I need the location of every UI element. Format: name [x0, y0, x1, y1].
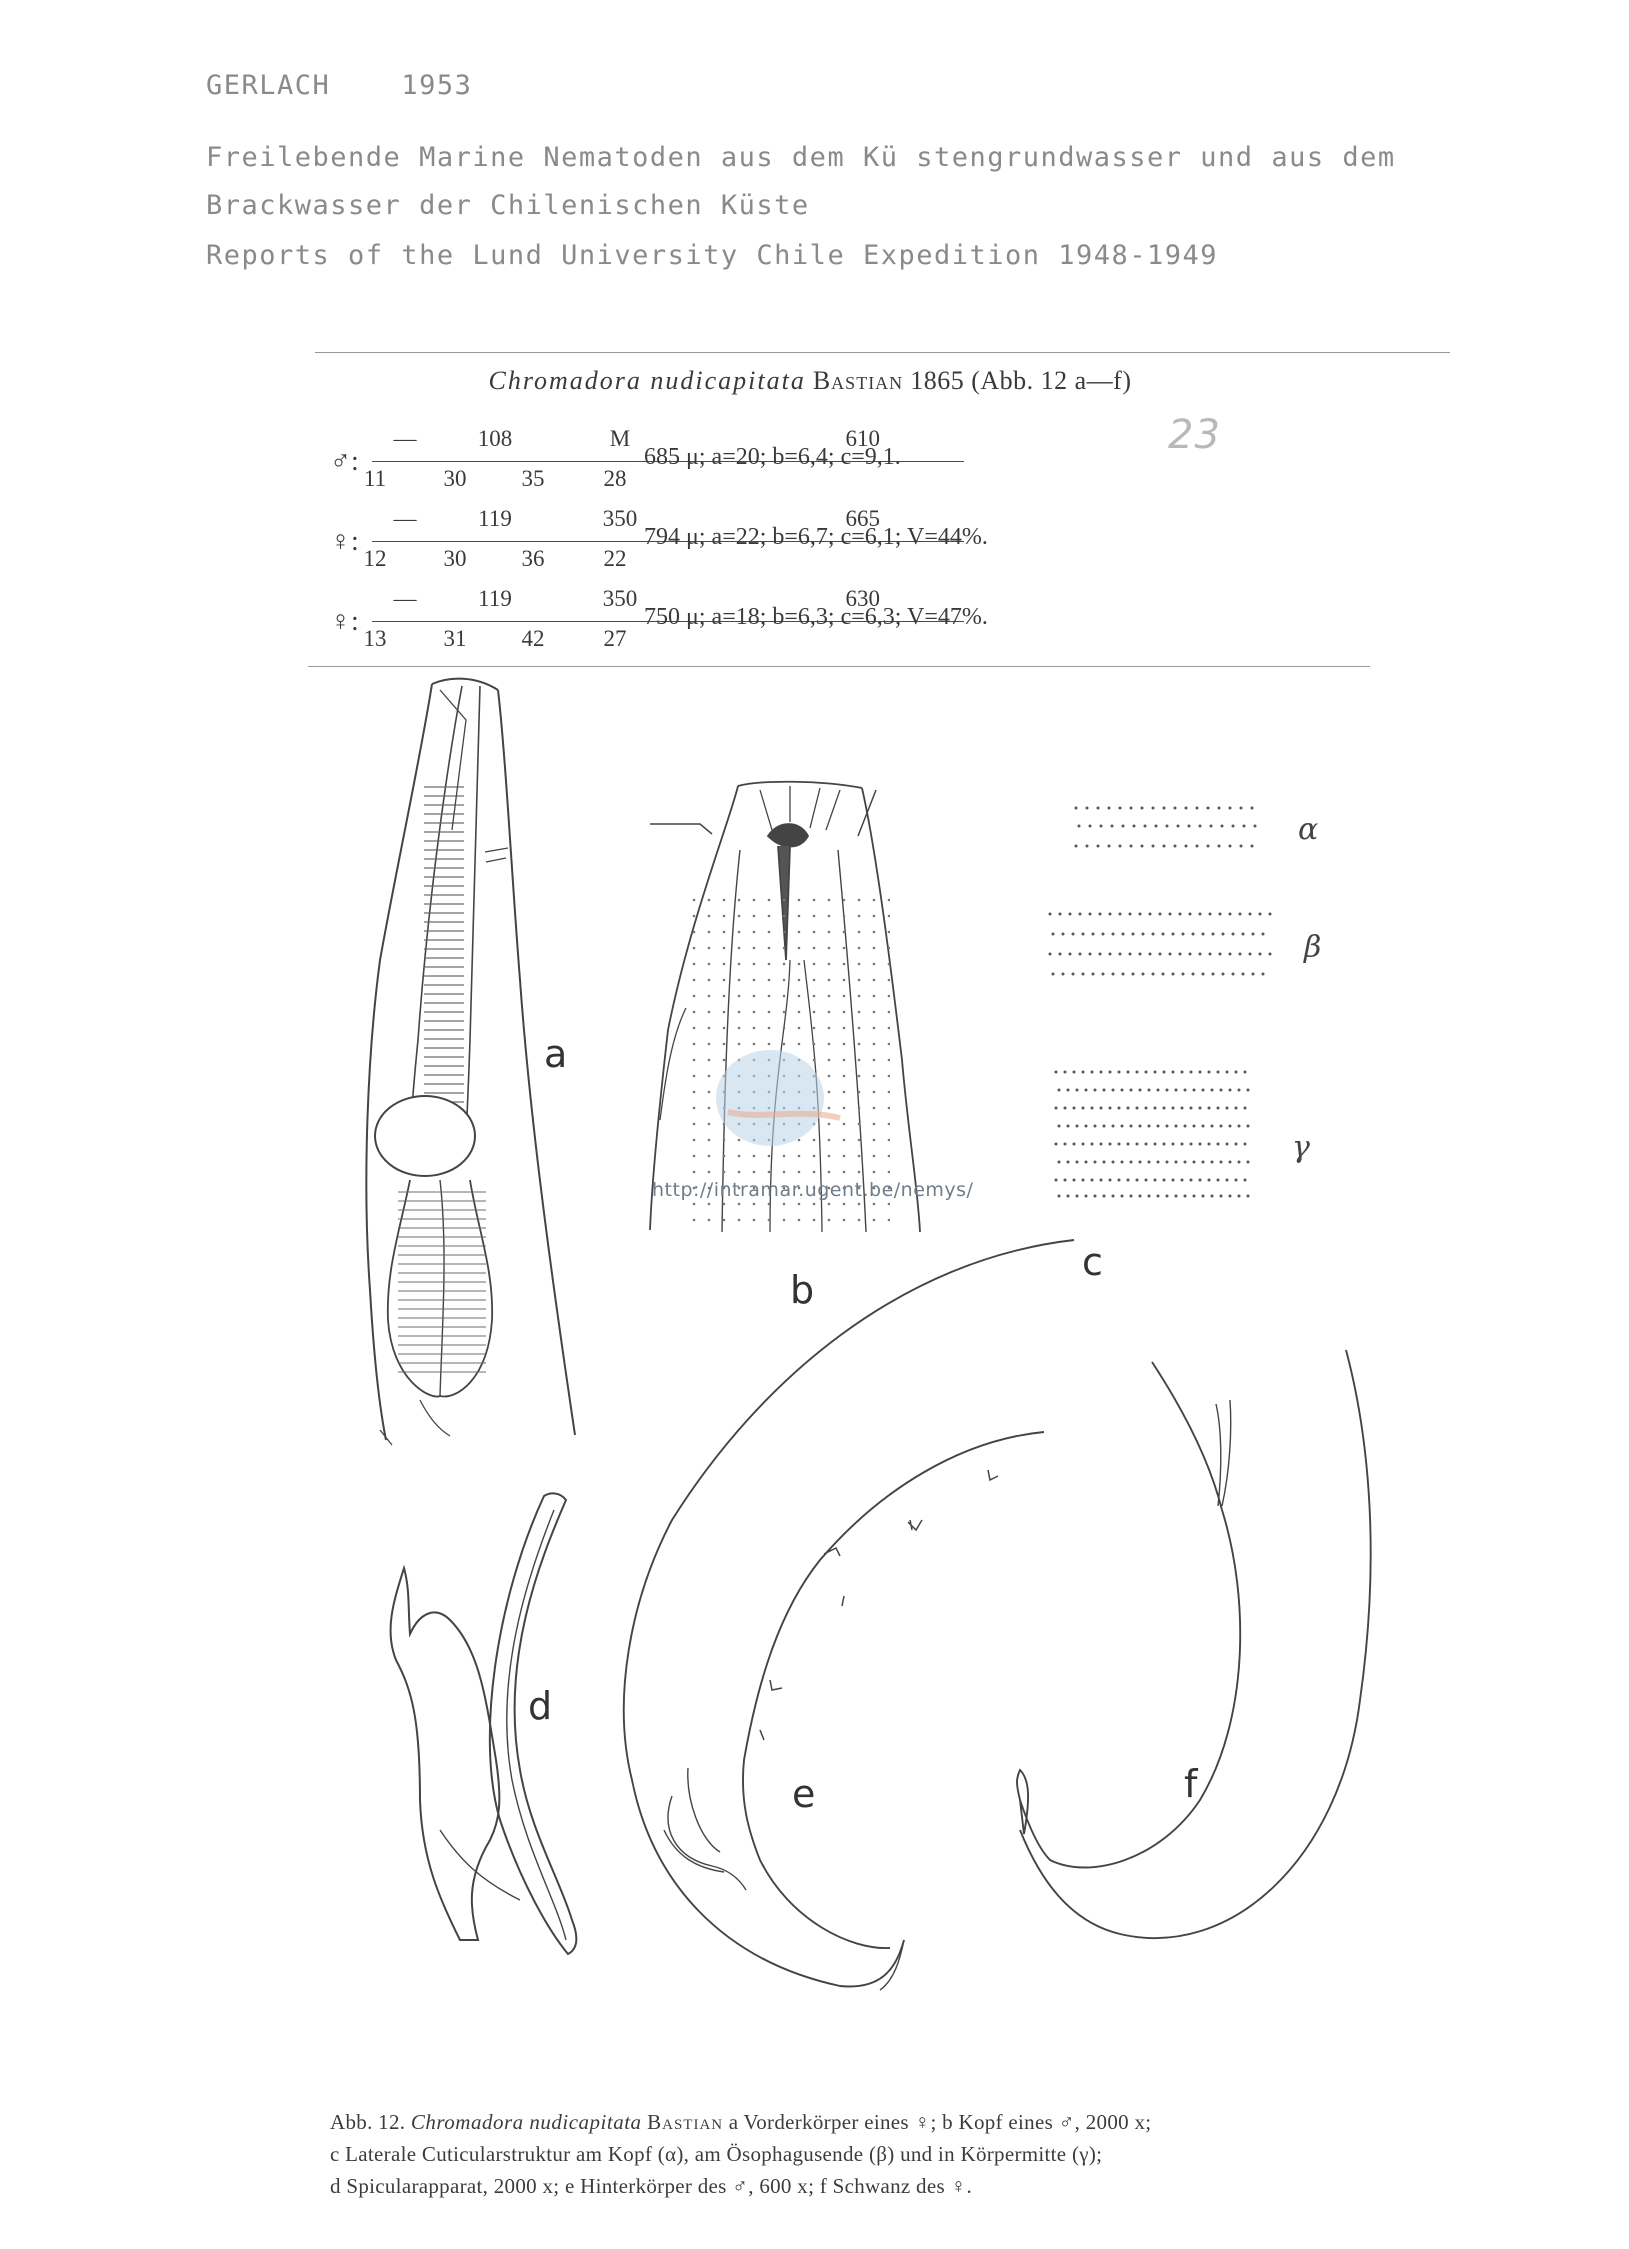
cuticle-label-gamma: γ	[1292, 1130, 1310, 1165]
header-year: 1953	[401, 70, 473, 101]
row-top-value: 350	[602, 506, 638, 531]
table-figure-ref: (Abb. 12 a—f)	[971, 366, 1132, 395]
row-bottom-value: 28	[603, 466, 627, 491]
row-bottom-value: 22	[603, 546, 627, 571]
row-top-value: 630	[845, 586, 880, 611]
row-top-value: 610	[845, 426, 880, 451]
header-title-line1: Freilebende Marine Nematoden aus dem Kü stengrundwasser und aus dem	[206, 142, 1396, 173]
caption-authority: Bastian	[647, 2110, 724, 2134]
row-bottom-value: 12	[363, 546, 387, 571]
row-top-value: 119	[478, 586, 512, 611]
row-top-value: 350	[602, 586, 638, 611]
figure-f-tail	[1017, 1350, 1371, 1938]
row-sex: ♀:	[330, 526, 359, 557]
row-bottom-value: 31	[443, 626, 467, 651]
row-bottom-value: 30	[443, 546, 467, 571]
cuticle-label-beta: β	[1304, 930, 1322, 965]
header-author: GERLACH	[206, 70, 331, 101]
caption-lead: Abb. 12.	[330, 2110, 406, 2134]
row-bottom-value: 36	[521, 546, 545, 571]
header-series: Reports of the Lund University Chile Expedition 1948-1949	[206, 240, 1219, 271]
row-bottom-value: 27	[603, 626, 627, 651]
figure-e-posterior-body	[624, 1240, 1074, 1990]
row-top-value: M	[609, 426, 631, 451]
watermark: http://intramar.ugent.be/nemys/	[652, 1179, 974, 1201]
row-bottom-value: 42	[521, 626, 545, 651]
header-title-line2: Brackwasser der Chilenischen Küste	[206, 190, 810, 221]
row-bottom-value: 35	[521, 466, 545, 491]
row-top-value: —	[393, 426, 417, 451]
caption-line1-rest: a Vorderkörper eines ♀; b Kopf eines ♂, 2000 x;	[728, 2110, 1152, 2134]
figure-label-f: f	[1184, 1762, 1198, 1806]
caption-species: Chromadora nudicapitata	[410, 2110, 642, 2134]
row-bottom-value: 11	[363, 466, 387, 491]
table-authority: Bastian	[812, 366, 904, 395]
page-number: 23	[1168, 412, 1221, 458]
figure-label-e: e	[792, 1772, 816, 1816]
figure-c-cuticle-structure	[1049, 807, 1272, 1198]
row-sex: ♂:	[330, 446, 359, 477]
figure-b-head	[650, 782, 920, 1232]
row-bottom-value: 30	[443, 466, 467, 491]
figure-label-d: d	[528, 1684, 553, 1728]
row-summary: 685 μ; a=20; b=6,4; c=9,1.	[644, 444, 901, 470]
row-top-value: 119	[478, 506, 512, 531]
row-top-value: 108	[477, 426, 513, 451]
row-sex: ♀:	[330, 606, 359, 637]
table-species: Chromadora nudicapitata	[488, 366, 806, 395]
figure-label-a: a	[544, 1032, 568, 1076]
caption-line2: c Laterale Cuticularstruktur am Kopf (α), am Ösophagusende (β) und in Körpermitte (γ);	[330, 2142, 1103, 2166]
caption-line1	[330, 2106, 1410, 2138]
caption-line3: d Spicularapparat, 2000 x; e Hinterkörper des ♂, 600 x; f Schwanz des ♀.	[330, 2174, 973, 2198]
figure-label-c: c	[1082, 1240, 1103, 1284]
row-top-value: —	[393, 506, 417, 531]
row-top-value: 665	[845, 506, 880, 531]
row-bottom-value: 13	[363, 626, 387, 651]
row-summary: 794 μ; a=22; b=6,7; c=6,1; V=44%.	[644, 524, 988, 550]
row-top-value: —	[393, 586, 417, 611]
table-authority-year: 1865	[910, 366, 965, 395]
figure-caption	[330, 2106, 1410, 2202]
figure-label-b: b	[790, 1268, 815, 1312]
cuticle-label-alpha: α	[1298, 812, 1319, 847]
row-summary: 750 μ; a=18; b=6,3; c=6,3; V=47%.	[644, 604, 988, 630]
